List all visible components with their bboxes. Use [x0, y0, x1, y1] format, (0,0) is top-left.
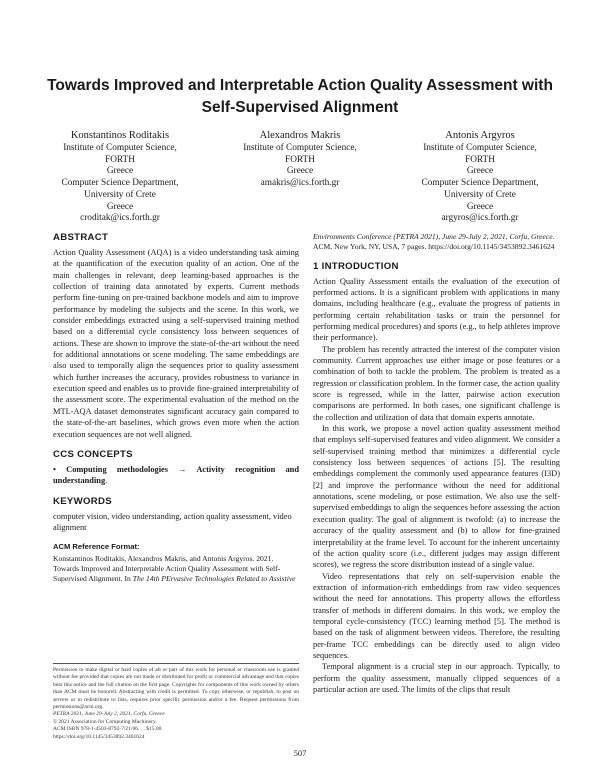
- introduction-heading: 1 INTRODUCTION: [313, 260, 399, 272]
- page-number: 507: [293, 749, 307, 758]
- keywords-heading: KEYWORDS: [53, 495, 112, 507]
- right-column: [313, 232, 560, 695]
- author-email: argyros@ics.forth.gr: [441, 213, 519, 224]
- author-affiliation: Greece: [286, 166, 314, 177]
- permission-notice: [53, 663, 299, 741]
- author-affiliation: University of Crete: [444, 189, 516, 200]
- author-affiliation: Greece: [466, 201, 494, 212]
- acm-reference-continued: [313, 232, 560, 253]
- acm-reference-citation: Konstantinos Roditakis, Alexandros Makris, and Antonis Argyros. 2021. Towards Improved and Interpretable Action Quality Assessment with Self-Supervised Alignment. In: [53, 553, 281, 584]
- intro-paragraph: The problem has recently attracted the interest of the computer vision community. Current approaches use either image or pose features or a combination of both to tackle the problem. The problem is treated as a regression or classification problem. In the former case, the action quality score is regressed, while in the latter, pairwise action execution comparisons are performed. In both cases, one significant challenge is the collection and utilization of data that domain experts annotate.: [313, 344, 560, 422]
- author-2: [210, 129, 390, 225]
- author-name: Alexandros Makris: [259, 130, 341, 141]
- permission-venue: PETRA 2021, June 29-July 2, 2021, Corfu, Greece: [53, 711, 165, 718]
- author-block: [30, 129, 570, 225]
- author-affiliation: Greece: [106, 166, 134, 177]
- author-affiliation: Institute of Computer Science,: [63, 143, 177, 153]
- author-affiliation: FORTH: [465, 154, 495, 165]
- author-affiliation: Greece: [466, 166, 494, 177]
- author-affiliation: FORTH: [105, 154, 135, 165]
- ccs-punct: .: [105, 476, 108, 486]
- left-column: [53, 232, 299, 584]
- intro-paragraph: Temporal alignment is a crucial step in our approach. Typically, to perform the quality assessment, manually clipped sequences of a particular action are used. The limits of the clips that result: [313, 662, 560, 694]
- acm-reference-heading: ACM Reference Format:: [53, 542, 140, 552]
- author-affiliation: FORTH: [285, 154, 315, 165]
- author-3: [390, 129, 570, 225]
- acm-reference-text: [53, 554, 299, 585]
- ccs-concept: • Computing methodologies → Activity recognition and understanding: [53, 464, 299, 486]
- author-affiliation: Institute of Computer Science,: [243, 143, 357, 153]
- abstract-heading: ABSTRACT: [53, 232, 109, 243]
- author-affiliation: Greece: [106, 201, 134, 212]
- permission-text: Permission to make digital or hard copies of all or part of this work for personal or classroom use is granted without fee provided that copies are not made or distributed for profit or commercial advantage and that copies bear this notice and the full citation on the first page. Copyrights for components of this work owned by others than ACM must be honored. Abstracting with credit is permitted. To copy otherwise, or republish, to post on servers or to redistribute to lists, requires prior specific permission and/or a fee. Request permissions from permissions@acm.org.: [53, 667, 299, 711]
- author-email: amakris@ics.forth.gr: [260, 178, 340, 189]
- author-affiliation: University of Crete: [84, 189, 156, 200]
- author-name: Antonis Argyros: [445, 130, 515, 141]
- author-affiliation: Institute of Computer Science,: [423, 143, 537, 153]
- permission-copyright: © 2021 Association for Computing Machinery.: [53, 718, 157, 725]
- keywords-text: computer vision, video understanding, action quality assessment, video alignment: [53, 511, 292, 532]
- ccs-item: [53, 464, 299, 487]
- acm-reference-venue-cont: Environments Conference (PETRA 2021), June 29-July 2, 2021, Corfu, Greece.: [313, 232, 555, 241]
- author-1: [30, 129, 210, 225]
- acm-reference-rest: ACM, New York, NY, USA, 7 pages. https://doi.org/10.1145/3453892.3461624: [313, 242, 555, 252]
- paper-title: Towards Improved and Interpretable Action Quality Assessment with Self-Supervised Alignment: [47, 77, 553, 116]
- abstract-text: Action Quality Assessment (AQA) is a video understanding task aiming at the quantification of the execution quality of an action. One of the main challenges in relevant, deep learning-based approaches is the collection of training data annotated by experts. Current methods perform fine-tuning on pre-trained backbone models and aim to improve performance by modeling the subjects and the scene. In this work, we consider embeddings extracted using a self-supervised training method based on a differential cycle consistency loss between sequences of actions. These are shown to improve the state-of-the-art without the need for additional annotations or scene modeling. The same embeddings are also used to temporally align the sequences prior to quality assessment which further increases the accuracy, provides robustness to variance in execution speed and enables us to provide fine-grained interpretability of the assessment score. The experimental evaluation of the method on the MTL-AQA dataset demonstrates significant accuracy gain compared to the state-of-the-art baselines, which grows even more when the action execution sequences are not well aligned.: [53, 248, 299, 439]
- intro-paragraph: Video representations that rely on self-supervision enable the extraction of information-rich embeddings from raw video sequences without the need for annotations. This property allows the effortless transfer of methods in different domains. In this work, we employ the temporal cycle-consistency (TCC) learning method [5]. The method is based on the task of alignment between videos. Therefore, the resulting per-frame TCC embeddings can be directly used to align video sequences.: [313, 571, 560, 660]
- acm-reference-venue: The 14th PErvasive Technologies Related to Assistive: [132, 574, 296, 584]
- author-affiliation: Computer Science Department,: [421, 178, 539, 189]
- permission-isbn: ACM ISBN 978-1-4503-8792-7/21/06. . . $15.00: [53, 726, 162, 733]
- permission-doi: https://doi.org/10.1145/3453892.3461624: [53, 733, 145, 740]
- author-affiliation: Computer Science Department,: [61, 178, 179, 189]
- author-email: croditak@ics.forth.gr: [80, 213, 160, 224]
- ccs-heading: CCS CONCEPTS: [53, 448, 133, 460]
- intro-paragraph: Action Quality Assessment entails the evaluation of the execution of performed actions. It is a significant problem with applications in many domains, including healthcare (e.g., evaluate the progress of patients in performing certain rehabilitation tasks or train the personnel for performing medical procedures) and sports (e.g., to help athletes improve their performance).: [313, 276, 560, 343]
- intro-paragraph: In this work, we propose a novel action quality assessment method that employs self-supervised features and video alignment. We consider a self-supervised training method that minimizes a differential cycle consistency loss between sequences of actions [5]. The resulting embeddings complement the commonly used appearance features (I3D) [2] and improve the performance without the need for additional annotations, scene modeling, or pose estimation. We also use the self-supervised embeddings to align the sequences before assessing the action execution quality. The goal of alignment is twofold: (a) to increase the accuracy of the quality assessment and (b) to allow for fine-grained interpretability at the frame level. To account for the inherent uncertainty of the action quality score (i.e., different judges may assign different scores), we regress the score distribution instead of a single value.: [313, 424, 560, 570]
- author-name: Konstantinos Roditakis: [70, 130, 170, 141]
